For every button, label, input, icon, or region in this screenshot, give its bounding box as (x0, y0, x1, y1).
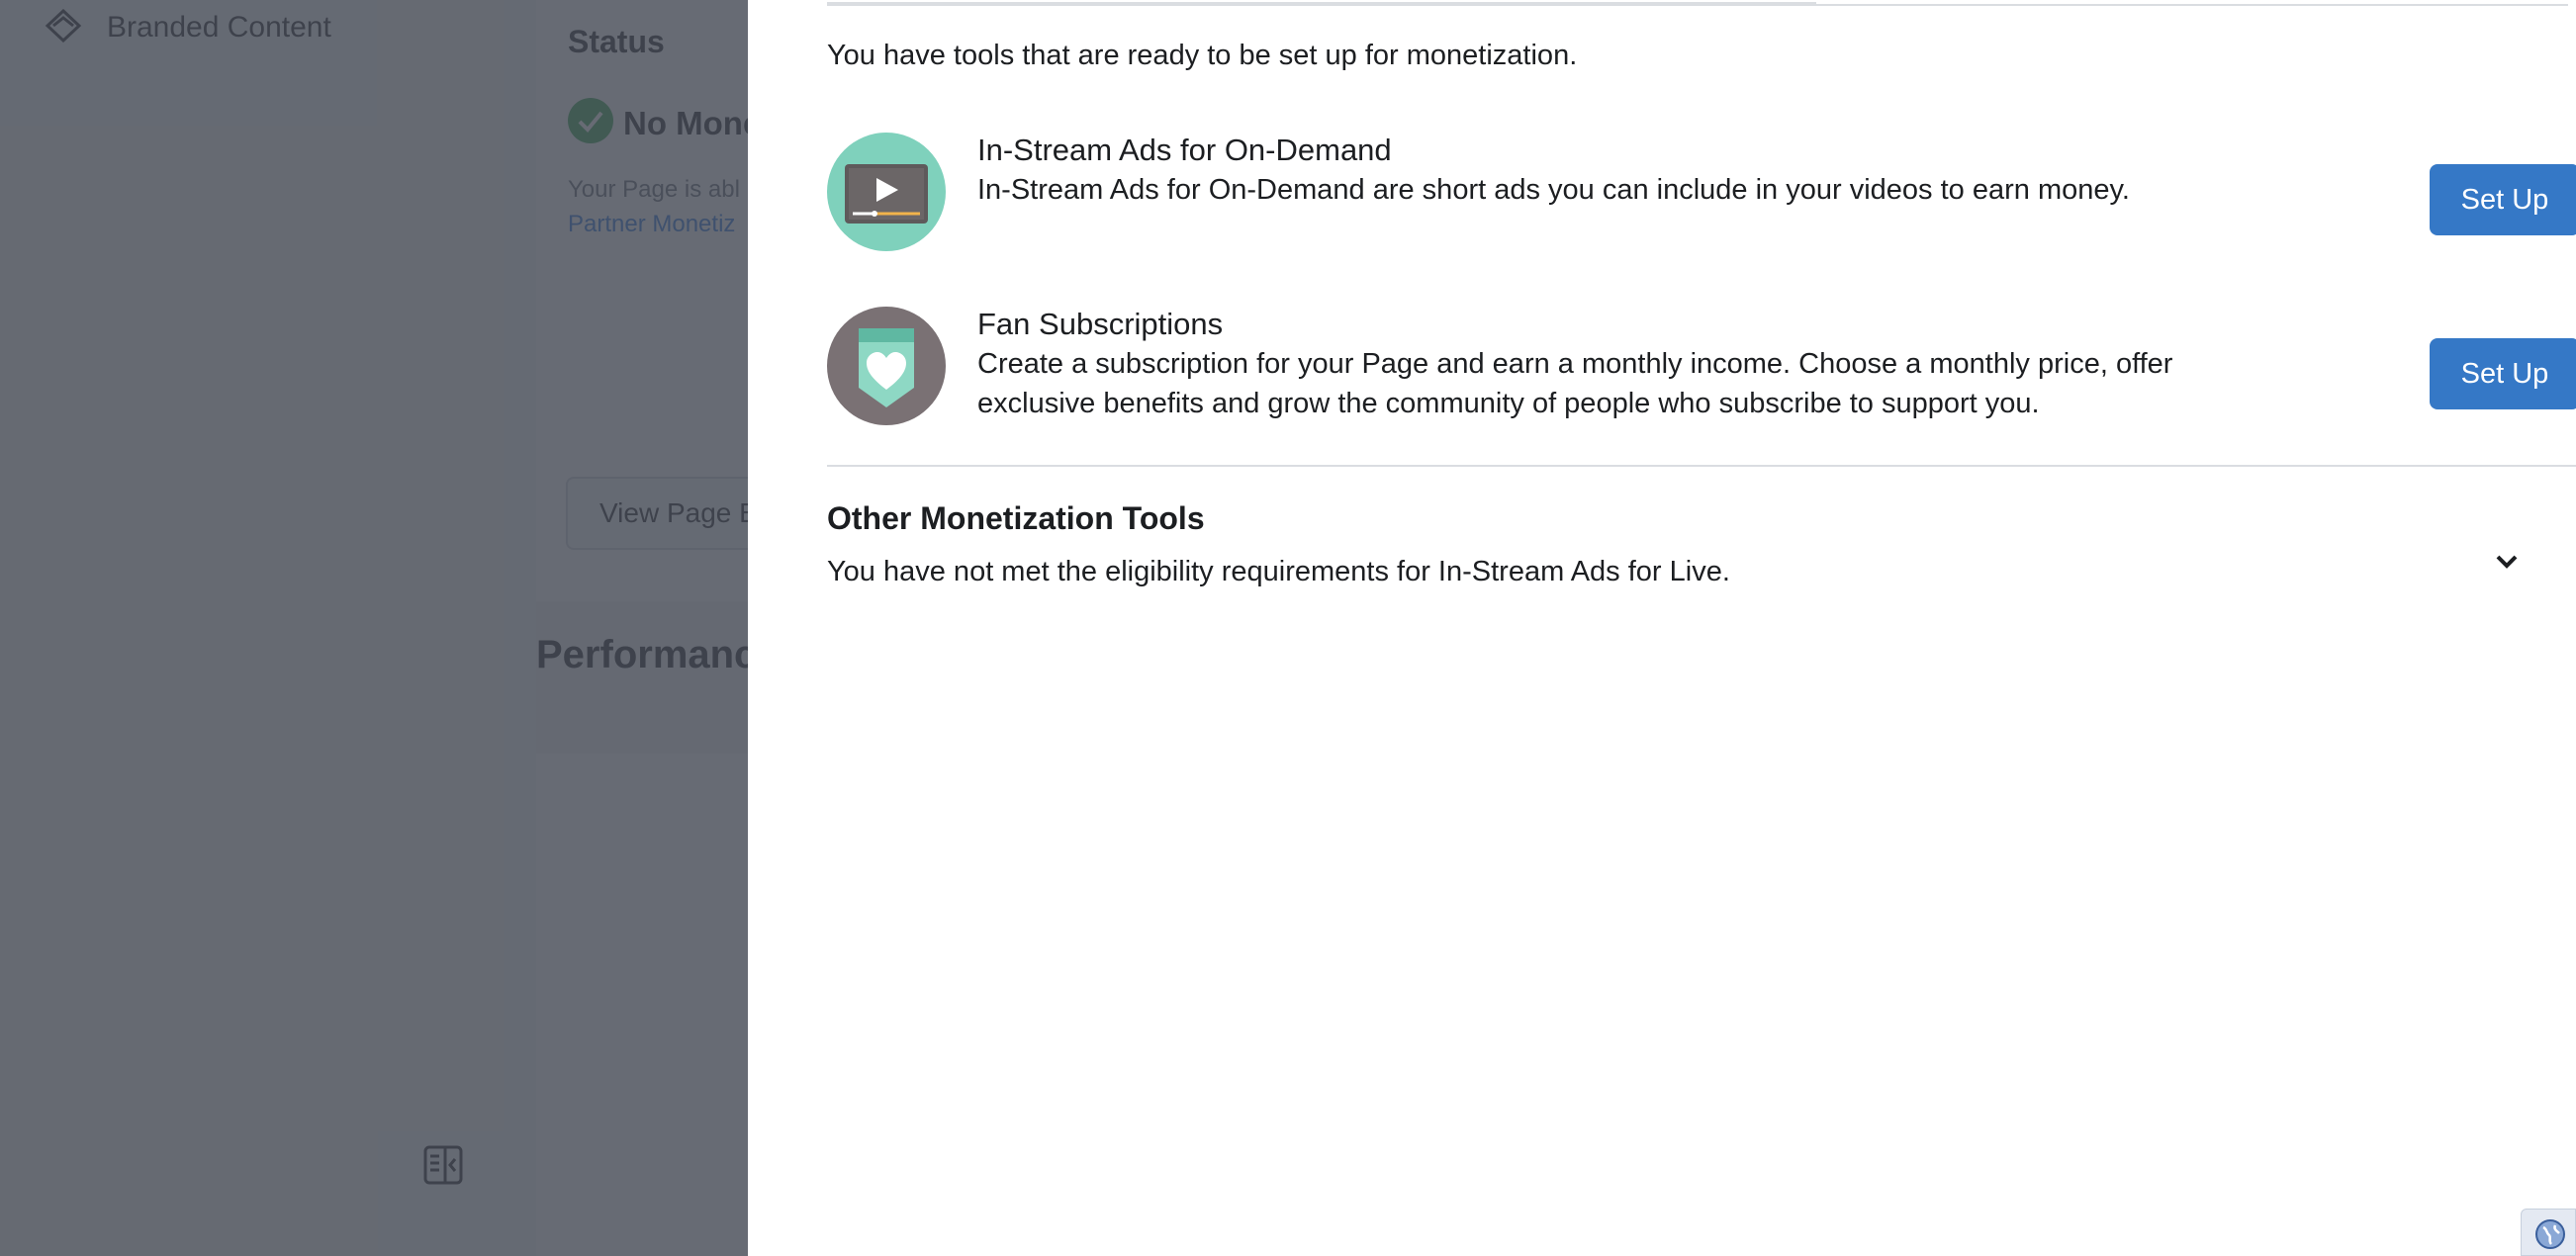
video-play-icon (827, 133, 946, 251)
intro-text: You have tools that are ready to be set up for monetization. (827, 40, 1578, 71)
chevron-down-icon[interactable] (2491, 546, 2523, 578)
tool-description: In-Stream Ads for On-Demand are short ads you can include in your videos to earn money. (977, 174, 2130, 206)
set-up-fan-subscriptions-button[interactable]: Set Up (2430, 338, 2576, 409)
tool-description: Create a subscription for your Page and earn a monthly income. Choose a monthly price, offer exclusive benefits and grow the community of people who subscribe to support you. (977, 348, 2173, 419)
other-tools-title: Other Monetization Tools (827, 500, 1205, 536)
monetization-panel (748, 0, 2576, 1256)
section-divider (827, 465, 2576, 467)
modal-overlay[interactable] (0, 0, 748, 1256)
tool-title: In-Stream Ads for On-Demand (977, 133, 1392, 167)
heart-badge-icon (827, 307, 946, 425)
other-tools-description: You have not met the eligibility requirements for In-Stream Ads for Live. (827, 556, 1730, 587)
globe-icon[interactable] (2521, 1209, 2576, 1256)
set-up-in-stream-ads-button[interactable]: Set Up (2430, 164, 2576, 235)
tab-indicator (827, 2, 1816, 6)
tool-title: Fan Subscriptions (977, 307, 1224, 341)
